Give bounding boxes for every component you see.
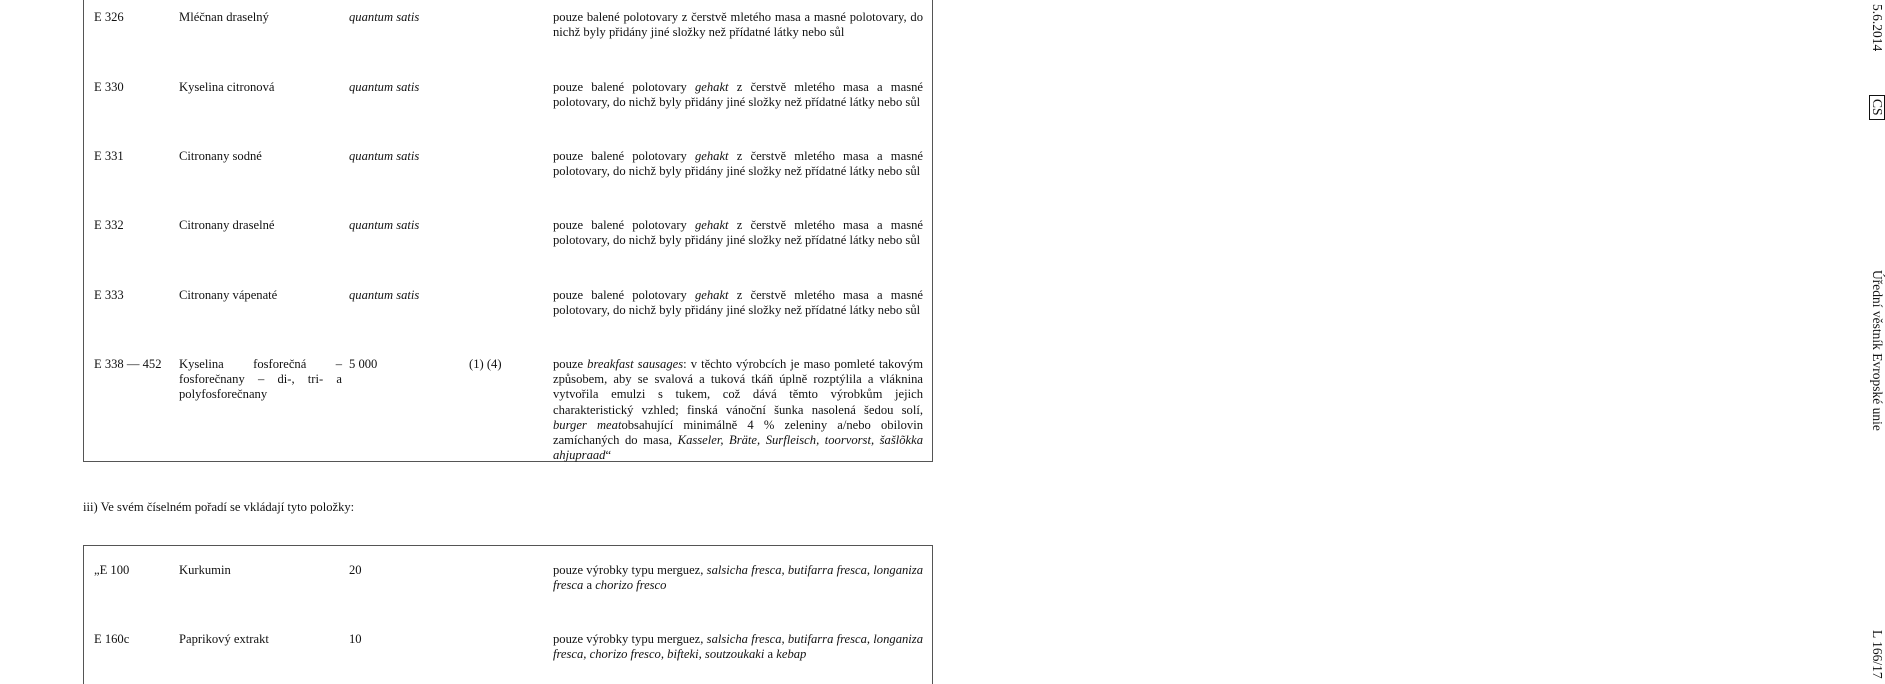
restriction-text-run: pouze bbox=[553, 357, 588, 371]
name-cell: Paprikový extrakt bbox=[179, 632, 269, 646]
code-cell: E 333 bbox=[94, 288, 124, 302]
restriction-text-run: z čerstvě mletého masa a masné polotovary, do nichž byly přidány jiné složky než přídatné látky nebo sůl bbox=[553, 149, 923, 179]
restriction-cell bbox=[553, 80, 923, 110]
restriction-text-run: “ bbox=[605, 448, 612, 463]
page-reference: L 166/17 bbox=[1870, 630, 1885, 679]
max-level-cell: 5 000 bbox=[349, 357, 378, 371]
name-cell: Citronany vápenaté bbox=[179, 288, 278, 302]
code-cell: „E 100 bbox=[94, 563, 130, 577]
restriction-text-run: gehakt bbox=[694, 149, 729, 163]
name-cell: Mléčnan draselný bbox=[179, 10, 269, 24]
name-cell: Citronany draselné bbox=[179, 218, 275, 232]
restriction-cell bbox=[553, 357, 923, 463]
restriction-text-run: salsicha fresca, butifarra fresca, longaniza fresca, chorizo fresco, bifteki, soutzoukaki bbox=[553, 632, 923, 662]
code-cell: E 160c bbox=[94, 632, 130, 646]
restriction-text-run: gehakt bbox=[694, 218, 729, 232]
restriction-text-run: z čerstvě mletého masa a masné polotovary, do nichž byly přidány jiné složky než přídatné látky nebo sůl bbox=[553, 80, 923, 110]
restriction-text-run: Kasseler, Bräte, Surfleisch, toorvorst, šašlõkka ahjupraad bbox=[553, 433, 923, 463]
additives-table-top bbox=[83, 0, 933, 462]
restriction-text-run: : v těchto výrobcích je maso pomleté takovým způsobem, aby se svalová a tuková tkáň úplně rozptýlila a vláknina vytvořila emulzi s tukem, což dává těmto výrobkům jejich charakteristický vzhled; finská vánoční šunka nasolená šedou solí, bbox=[553, 357, 924, 417]
publication-date: 5.6.2014 bbox=[1870, 4, 1885, 52]
restriction-text-run: breakfast sausages bbox=[587, 357, 684, 371]
restriction-cell bbox=[553, 149, 923, 179]
restriction-text-run: burger meat bbox=[553, 417, 622, 432]
restriction-text-run: z čerstvě mletého masa a masné polotovary, do nichž byly přidány jiné složky než přídatné látky nebo sůl bbox=[553, 218, 923, 248]
language-badge bbox=[1869, 95, 1885, 120]
max-level-cell: quantum satis bbox=[349, 80, 420, 94]
restriction-cell bbox=[553, 563, 923, 593]
max-level-cell: quantum satis bbox=[349, 288, 420, 302]
code-cell: E 338 — 452 bbox=[94, 357, 162, 371]
restriction-text-run: kebap bbox=[776, 647, 807, 662]
restriction-cell bbox=[553, 218, 923, 248]
restriction-text-run: a bbox=[764, 647, 777, 662]
name-cell: Kurkumin bbox=[179, 563, 231, 577]
restriction-text-run: gehakt bbox=[694, 288, 729, 302]
footnote-cell: (1) (4) bbox=[469, 357, 502, 371]
journal-title: Úřední věstník Evropské unie bbox=[1870, 270, 1885, 431]
additives-table-bottom bbox=[83, 545, 933, 684]
code-cell: E 332 bbox=[94, 218, 124, 232]
page-sidebar bbox=[932, 0, 1885, 684]
restriction-text-run: pouze výrobky typu merguez, bbox=[553, 632, 707, 646]
name-cell: Citronany sodné bbox=[179, 149, 262, 163]
name-cell: Kyselina citronová bbox=[179, 80, 275, 94]
restriction-text-run: pouze výrobky typu merguez, bbox=[553, 563, 707, 577]
max-level-cell: quantum satis bbox=[349, 149, 420, 163]
restriction-cell bbox=[553, 632, 923, 662]
restriction-text-run: obsahující minimálně 4 % zeleniny a/nebo obilovin zamíchaných do masa, bbox=[553, 417, 923, 448]
restriction-text-run: pouze balené polotovary z čerstvě mletého masa a masné polotovary, do nichž byly přidány jiné složky než přídatné látky nebo sůl bbox=[553, 10, 923, 40]
max-level-cell: quantum satis bbox=[349, 218, 420, 232]
name-cell: Kyselina fosforečná – fosforečnany – di-, tri- a polyfosforečnany bbox=[179, 357, 342, 402]
restriction-text-run: a bbox=[583, 578, 596, 593]
restriction-text-run: salsicha fresca, butifarra fresca, longaniza fresca bbox=[553, 563, 923, 593]
restriction-text-run: gehakt bbox=[694, 80, 729, 94]
restriction-text-run: chorizo fresco bbox=[595, 578, 667, 593]
restriction-text-run: pouze balené polotovary bbox=[553, 218, 695, 232]
code-cell: E 326 bbox=[94, 10, 124, 24]
restriction-text-run: z čerstvě mletého masa a masné polotovary, do nichž byly přidány jiné složky než přídatné látky nebo sůl bbox=[553, 288, 923, 318]
section-heading: iii) Ve svém číselném pořadí se vkládají tyto položky: bbox=[83, 500, 355, 514]
max-level-cell: quantum satis bbox=[349, 10, 420, 24]
restriction-text-run: pouze balené polotovary bbox=[553, 80, 695, 94]
code-cell: E 330 bbox=[94, 80, 124, 94]
restriction-text-run: pouze balené polotovary bbox=[553, 149, 695, 163]
language-code: CS bbox=[1869, 95, 1885, 120]
restriction-cell bbox=[553, 10, 923, 40]
max-level-cell: 10 bbox=[349, 632, 362, 646]
restriction-text-run: pouze balené polotovary bbox=[553, 288, 695, 302]
code-cell: E 331 bbox=[94, 149, 124, 163]
restriction-cell bbox=[553, 288, 923, 318]
max-level-cell: 20 bbox=[349, 563, 362, 577]
